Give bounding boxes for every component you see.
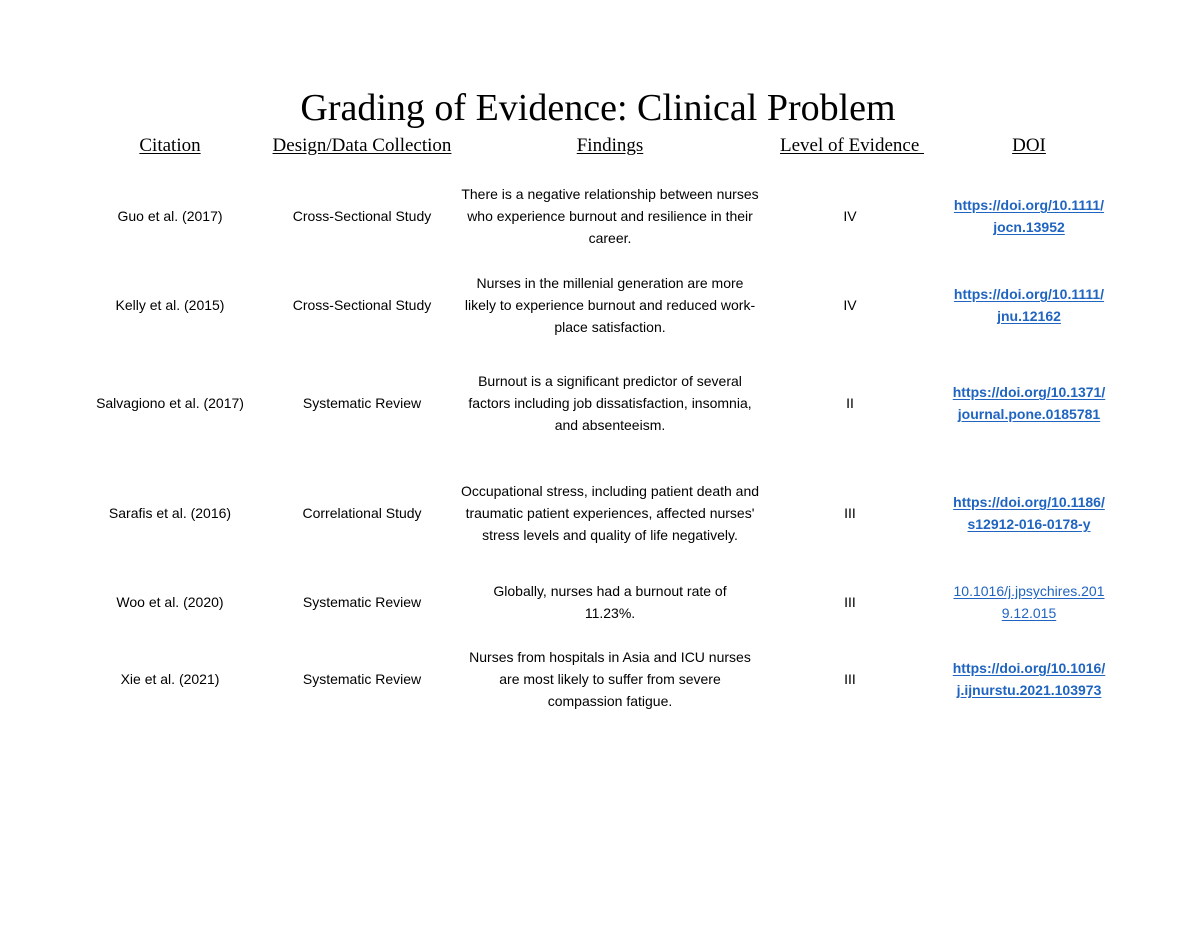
doi-line-1: https://doi.org/10.1186/ xyxy=(953,494,1105,510)
row-5-citation: Xie et al. (2021) xyxy=(120,671,220,687)
doi-line-1: https://doi.org/10.1016/ xyxy=(952,660,1106,676)
row-2-level: II xyxy=(846,395,854,411)
row-4-doi xyxy=(930,580,1128,624)
row-1-design: Cross-Sectional Study xyxy=(292,297,432,313)
row-0-findings: There is a negative relationship between nurses who experience burnout and resilience in their career. xyxy=(461,186,759,246)
row-0-level: IV xyxy=(843,208,857,224)
doi-line-2: jocn.13952 xyxy=(993,219,1065,235)
row-3-findings: Occupational stress, including patient death and traumatic patient experiences, affected nurses' stress levels and quality of life negatively. xyxy=(460,483,760,543)
doi-link[interactable] xyxy=(954,283,1104,327)
doi-line-1: https://doi.org/10.1371/ xyxy=(952,384,1106,400)
row-0-design: Cross-Sectional Study xyxy=(292,208,432,224)
doi-line-2: j.ijnurstu.2021.103973 xyxy=(956,682,1102,698)
doi-line-1: https://doi.org/10.1111/ xyxy=(953,286,1105,302)
row-5-level: III xyxy=(844,671,856,687)
row-1-findings: Nurses in the millenial generation are more likely to experience burnout and reduced work-place satisfaction. xyxy=(464,275,756,335)
page-title: Grading of Evidence: Clinical Problem xyxy=(300,87,896,129)
row-4-citation: Woo et al. (2020) xyxy=(116,594,224,610)
doi-line-1: https://doi.org/10.1111/ xyxy=(953,197,1105,213)
doi-link[interactable] xyxy=(953,657,1105,701)
doi-line-2: s12912-016-0178-y xyxy=(967,516,1091,532)
row-1-level: IV xyxy=(843,297,857,313)
header-level: Level of Evidence xyxy=(780,135,925,156)
row-4-design: Systematic Review xyxy=(302,594,422,610)
doi-link[interactable] xyxy=(953,491,1105,535)
row-2-doi xyxy=(930,370,1128,436)
row-4-level: III xyxy=(844,594,856,610)
row-5-design: Systematic Review xyxy=(302,671,422,687)
doi-link[interactable] xyxy=(954,194,1104,238)
row-1-doi xyxy=(930,272,1128,338)
header-design: Design/Data Collection xyxy=(272,135,452,156)
doi-line-1: 10.1016/j.jpsychires.201 xyxy=(953,583,1105,599)
doi-line-2: jnu.12162 xyxy=(997,308,1061,324)
row-2-design: Systematic Review xyxy=(302,395,422,411)
row-3-citation: Sarafis et al. (2016) xyxy=(108,505,232,521)
row-5-findings: Nurses from hospitals in Asia and ICU nurses are most likely to suffer from severe compassion fatigue. xyxy=(469,649,751,709)
header-doi: DOI xyxy=(1012,135,1046,156)
doi-link[interactable] xyxy=(953,381,1105,425)
row-1-citation: Kelly et al. (2015) xyxy=(115,297,225,313)
row-2-findings: Burnout is a significant predictor of several factors including job dissatisfaction, insomnia, and absenteeism. xyxy=(468,373,752,433)
doi-line-2: journal.pone.0185781 xyxy=(957,406,1101,422)
row-3-doi xyxy=(930,469,1128,557)
row-0-doi xyxy=(930,183,1128,249)
doi-line-2: 9.12.015 xyxy=(1001,605,1057,621)
row-2-citation: Salvagiono et al. (2017) xyxy=(96,395,244,411)
row-3-design: Correlational Study xyxy=(302,505,422,521)
row-0-citation: Guo et al. (2017) xyxy=(117,208,223,224)
row-5-doi xyxy=(930,646,1128,712)
header-citation: Citation xyxy=(139,135,201,156)
row-3-level: III xyxy=(844,505,856,521)
row-4-findings: Globally, nurses had a burnout rate of 11.23%. xyxy=(493,583,727,621)
header-findings: Findings xyxy=(576,135,644,156)
doi-link[interactable] xyxy=(954,580,1105,624)
